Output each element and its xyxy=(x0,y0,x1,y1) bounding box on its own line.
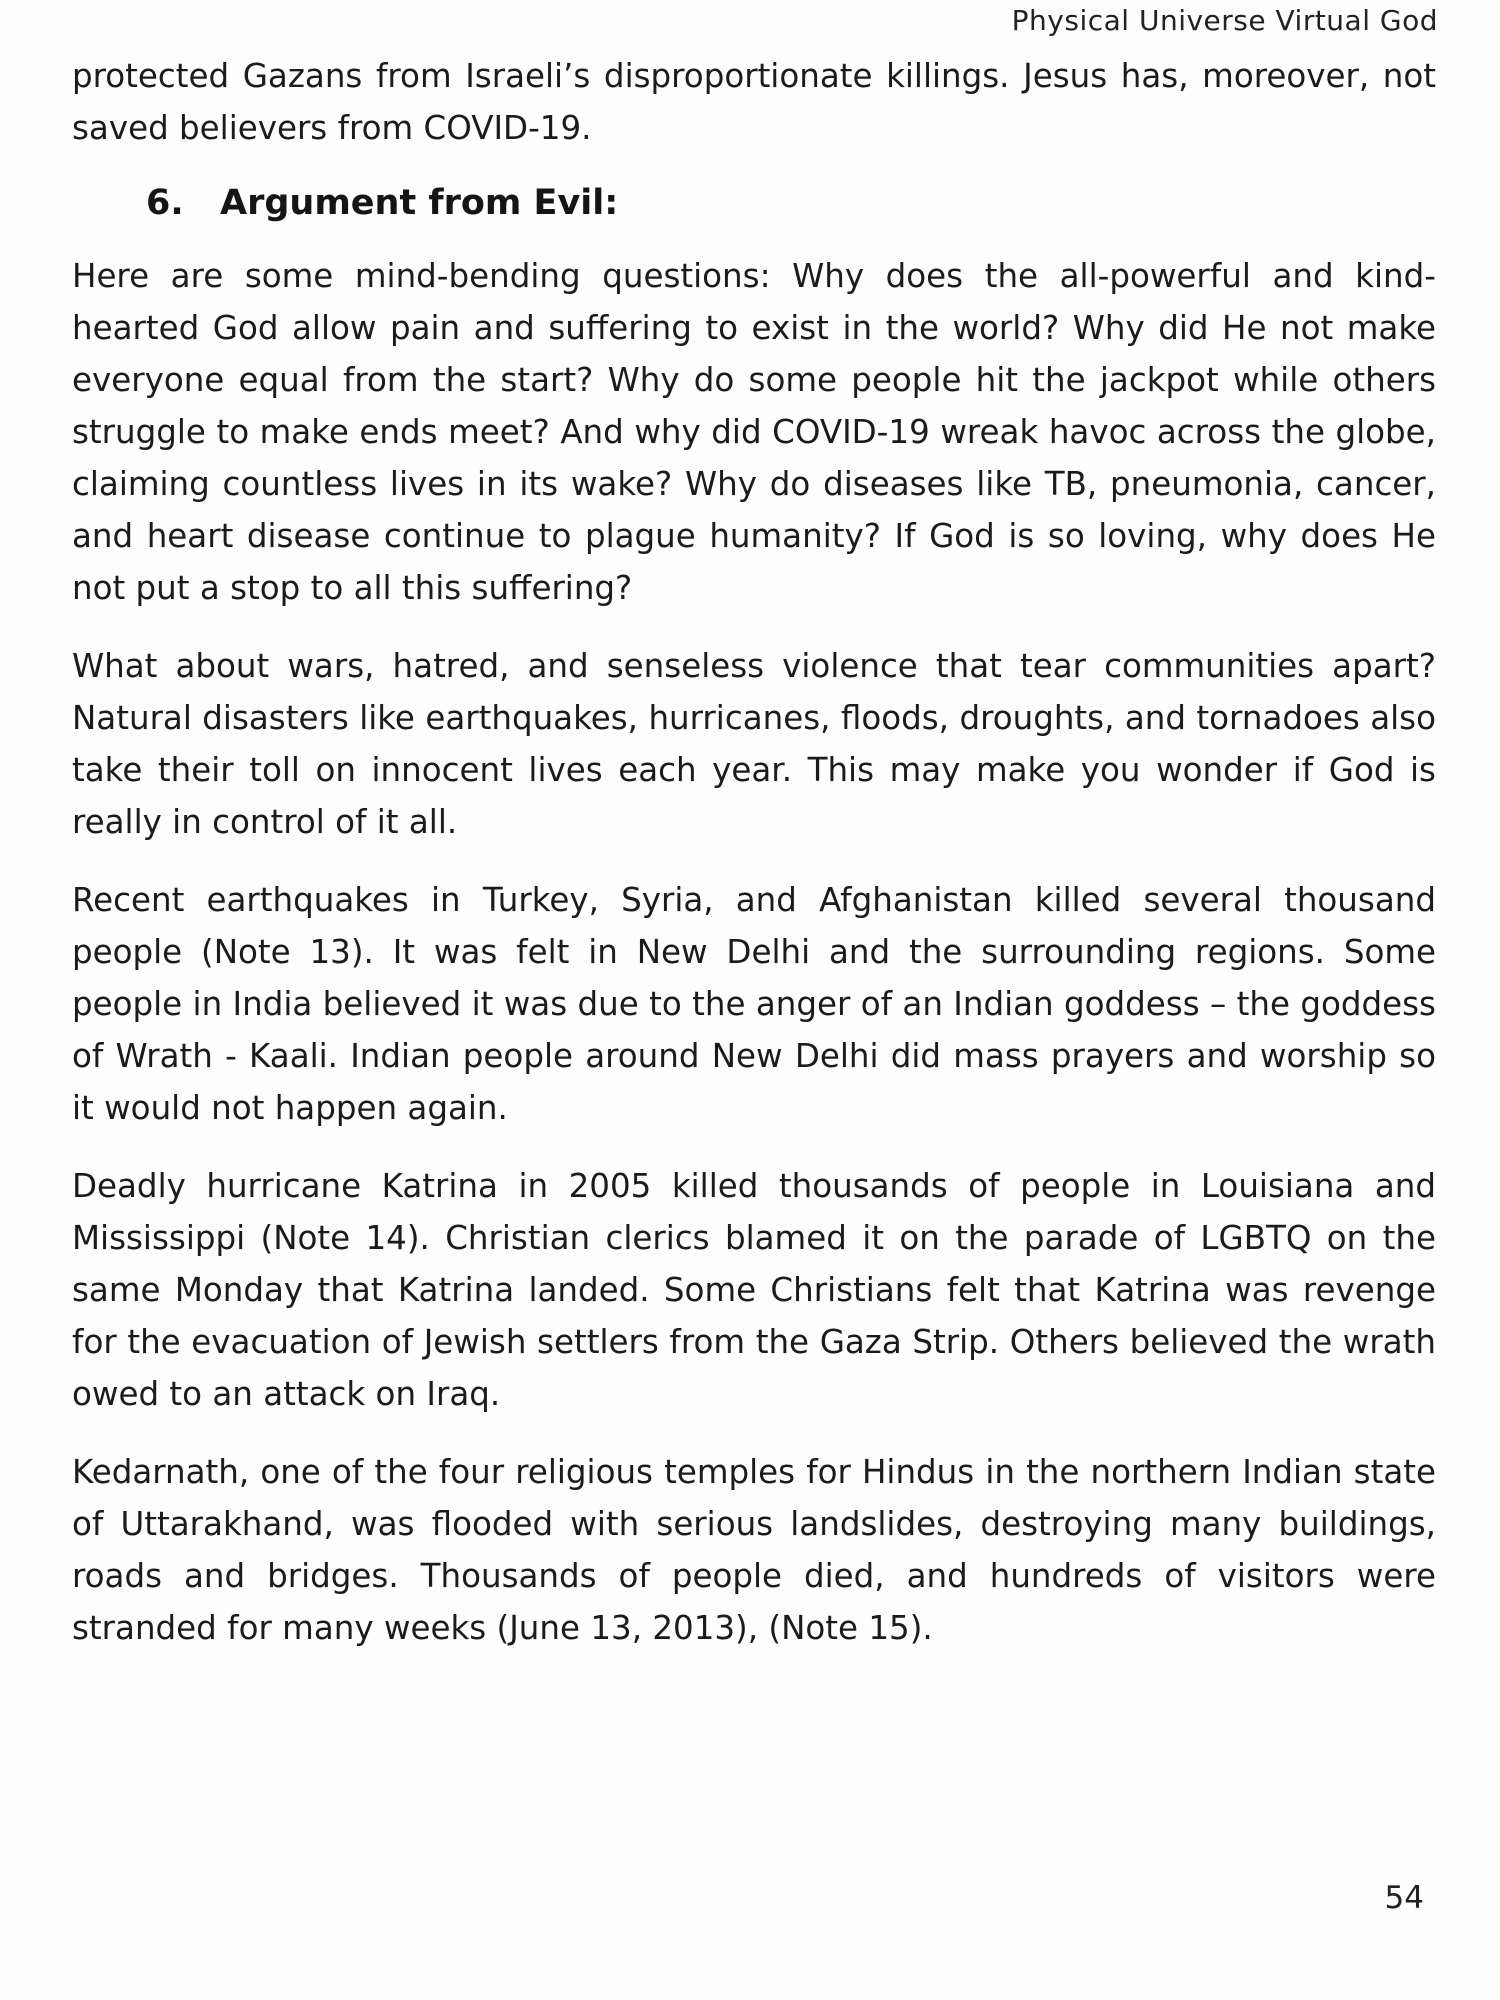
intro-paragraph: protected Gazans from Israeli’s disproportionate killings. Jesus has, moreover, not saved believers from COVID-19. xyxy=(72,57,1436,147)
section-title: Argument from Evil: xyxy=(220,183,619,223)
paragraph-earthquakes: Recent earthquakes in Turkey, Syria, and Afghanistan killed several thousand people (Note 13). It was felt in New Delhi and the surrounding regions. Some people in India believed it was due to the anger of an Indian goddess – the goddess of Wrath - Kaali. Indian people around New Delhi did mass prayers and worship so it would not happen again. xyxy=(72,881,1436,1127)
paragraph-wars-disasters: What about wars, hatred, and senseless violence that tear communities apart? Natural disasters like earthquakes, hurricanes, floods, droughts, and tornadoes also take their toll on innocent lives each year. This may make you wonder if God is really in control of it all. xyxy=(72,647,1436,841)
section-number: 6. xyxy=(146,183,184,223)
running-header: Physical Universe Virtual God xyxy=(1011,4,1438,37)
paragraph-kedarnath: Kedarnath, one of the four religious temples for Hindus in the northern Indian state of Uttarakhand, was flooded with serious landslides, destroying many buildings, roads and bridges. Thousands of people died, and hundreds of visitors were stranded for many weeks (June 13, 2013), (Note 15). xyxy=(72,1453,1436,1647)
paragraph-katrina: Deadly hurricane Katrina in 2005 killed thousands of people in Louisiana and Mississippi (Note 14). Christian clerics blamed it on the parade of LGBTQ on the same Monday that Katrina landed. Some Christians felt that Katrina was revenge for the evacuation of Jewish settlers from the Gaza Strip. Others believed the wrath owed to an attack on Iraq. xyxy=(72,1167,1436,1413)
page-number: 54 xyxy=(1384,1880,1424,1916)
section-heading xyxy=(146,176,1436,230)
paragraph-questions: Here are some mind-bending questions: Why does the all-powerful and kind-hearted God allow pain and suffering to exist in the world? Why did He not make everyone equal from the start? Why do some people hit the jackpot while others struggle to make ends meet? And why did COVID-19 wreak havoc across the globe, claiming countless lives in its wake? Why do diseases like TB, pneumonia, cancer, and heart disease continue to plague humanity? If God is so loving, why does He not put a stop to all this suffering? xyxy=(72,257,1436,607)
page-body xyxy=(72,50,1436,1680)
